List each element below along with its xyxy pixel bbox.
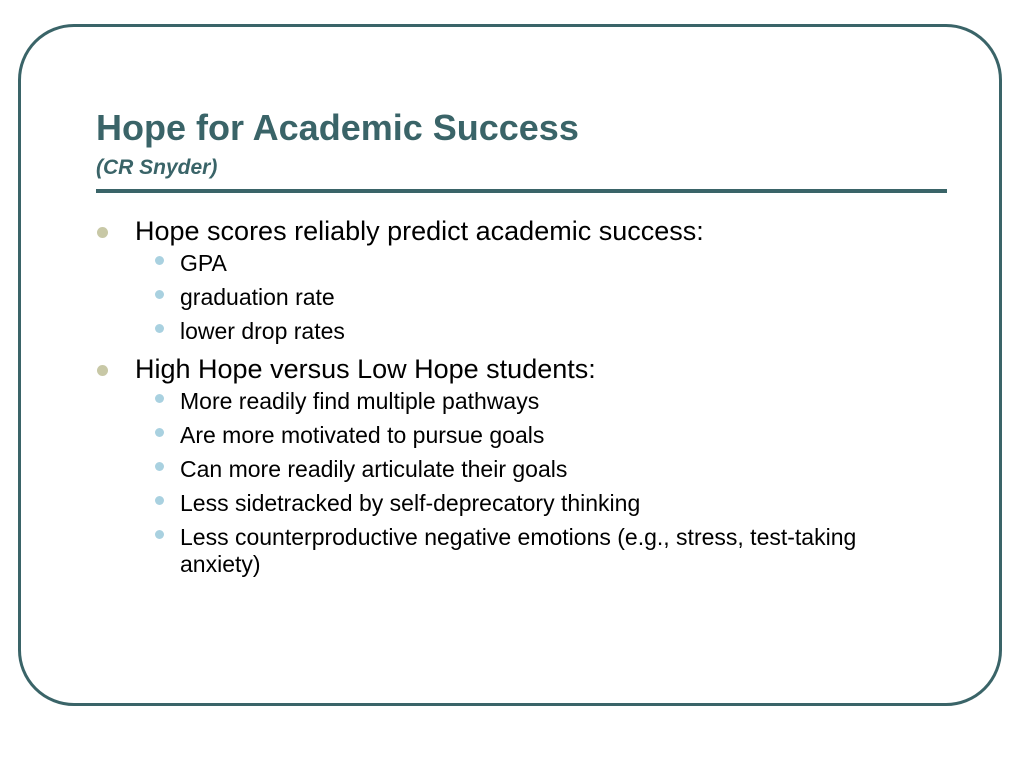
sub-bullet-text: Can more readily articulate their goals	[180, 456, 568, 482]
sub-bullet-text: More readily find multiple pathways	[180, 388, 540, 414]
sub-bullet-dot-icon	[155, 324, 164, 333]
bullet-text: High Hope versus Low Hope students:	[135, 354, 596, 384]
slide-subtitle: (CR Snyder)	[96, 156, 218, 179]
sub-bullet-text: GPA	[180, 250, 227, 276]
bullet-item	[96, 352, 916, 386]
sub-bullet-item	[96, 250, 916, 277]
sub-bullet-dot-icon	[155, 256, 164, 265]
sub-bullet-item	[96, 524, 900, 578]
sub-bullet-list	[96, 250, 916, 345]
sub-bullet-dot-icon	[155, 496, 164, 505]
title-divider	[96, 189, 947, 193]
sub-bullet-text: Are more motivated to pursue goals	[180, 422, 545, 448]
slide-title: Hope for Academic Success	[96, 107, 579, 148]
sub-bullet-item	[96, 318, 916, 345]
sub-bullet-dot-icon	[155, 428, 164, 437]
sub-bullet-item	[96, 388, 916, 415]
sub-bullet-dot-icon	[155, 290, 164, 299]
sub-bullet-item	[96, 456, 916, 483]
bullet-text: Hope scores reliably predict academic success:	[135, 216, 704, 246]
sub-bullet-dot-icon	[155, 530, 164, 539]
sub-bullet-list	[96, 388, 916, 578]
bullet-dot-icon	[97, 365, 108, 376]
sub-bullet-item	[96, 422, 916, 449]
sub-bullet-text: lower drop rates	[180, 318, 345, 344]
bullet-dot-icon	[97, 227, 108, 238]
sub-bullet-dot-icon	[155, 394, 164, 403]
slide-content	[96, 214, 916, 585]
sub-bullet-text: graduation rate	[180, 284, 335, 310]
sub-bullet-text: Less sidetracked by self-deprecatory thinking	[180, 490, 641, 516]
sub-bullet-dot-icon	[155, 462, 164, 471]
sub-bullet-item	[96, 490, 916, 517]
sub-bullet-text: Less counterproductive negative emotions (e.g., stress, test-taking anxiety)	[180, 524, 857, 577]
sub-bullet-item	[96, 284, 916, 311]
bullet-item	[96, 214, 916, 248]
